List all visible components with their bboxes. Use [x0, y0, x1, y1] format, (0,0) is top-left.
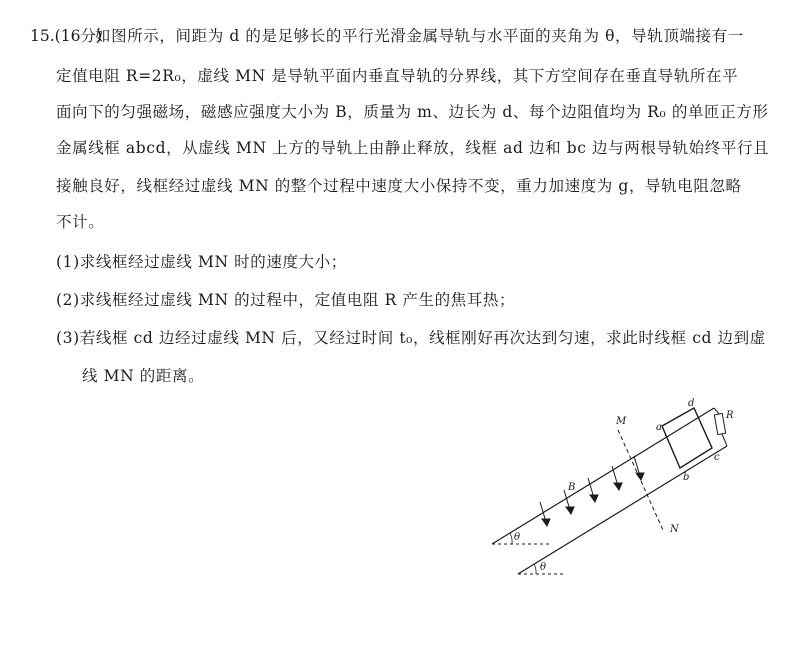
- rail-diagram: [480, 398, 760, 583]
- question-line-1: 如图所示，间距为 d 的是足够长的平行光滑金属导轨与水平面的夹角为 θ，导轨顶端接有一: [95, 27, 744, 45]
- corner-label-c: c: [714, 452, 720, 463]
- question-line-5: 接触良好，线框经过虚线 MN 的整个过程中速度大小保持不变，重力加速度为 g，导轨电阻忽略: [56, 177, 742, 195]
- subquestion-2: (2)求线框经过虚线 MN 的过程中，定值电阻 R 产生的焦耳热；: [56, 291, 516, 309]
- question-score: (16分): [54, 27, 102, 45]
- corner-label-a: a: [656, 422, 662, 433]
- corner-label-b: b: [683, 472, 690, 483]
- upper-incline: [492, 408, 714, 544]
- theta-upper-label: θ: [514, 532, 521, 543]
- resistor-label: R: [726, 410, 734, 421]
- question-line-6: 不计。: [56, 213, 105, 231]
- subquestion-1: (1)求线框经过虚线 MN 时的速度大小；: [56, 253, 347, 271]
- subquestion-3-continued: 线 MN 的距离。: [82, 367, 205, 385]
- boundary-label-n: N: [670, 524, 679, 535]
- lower-incline: [518, 446, 727, 574]
- corner-label-d: d: [688, 398, 695, 409]
- boundary-label-m: M: [616, 416, 627, 427]
- boundary-mn: [615, 416, 680, 535]
- question-line-3: 面向下的匀强磁场，磁感应强度大小为 B，质量为 m、边长为 d、每个边阻值均为 R₀ 的单匝正方形: [56, 103, 769, 121]
- question-line-4: 金属线框 abcd，从虚线 MN 上方的导轨上由静止释放，线框 ad 边和 bc 边与两根导轨始终平行且: [56, 139, 770, 157]
- question-number-and-score: [30, 26, 102, 46]
- magnetic-field-arrows: [540, 456, 644, 526]
- subquestion-3: (3)若线框 cd 边经过虚线 MN 后，又经过时间 t₀，线框刚好再次达到匀速，求此时线框 cd 边到虚: [56, 329, 766, 347]
- theta-lower-label: θ: [540, 562, 547, 573]
- question-line-2: 定值电阻 R=2R₀，虚线 MN 是导轨平面内垂直导轨的分界线，其下方空间存在垂直导轨所在平: [56, 67, 739, 85]
- field-label-b: B: [568, 482, 576, 493]
- resistor: [714, 408, 734, 446]
- question-number: 15.: [30, 27, 55, 45]
